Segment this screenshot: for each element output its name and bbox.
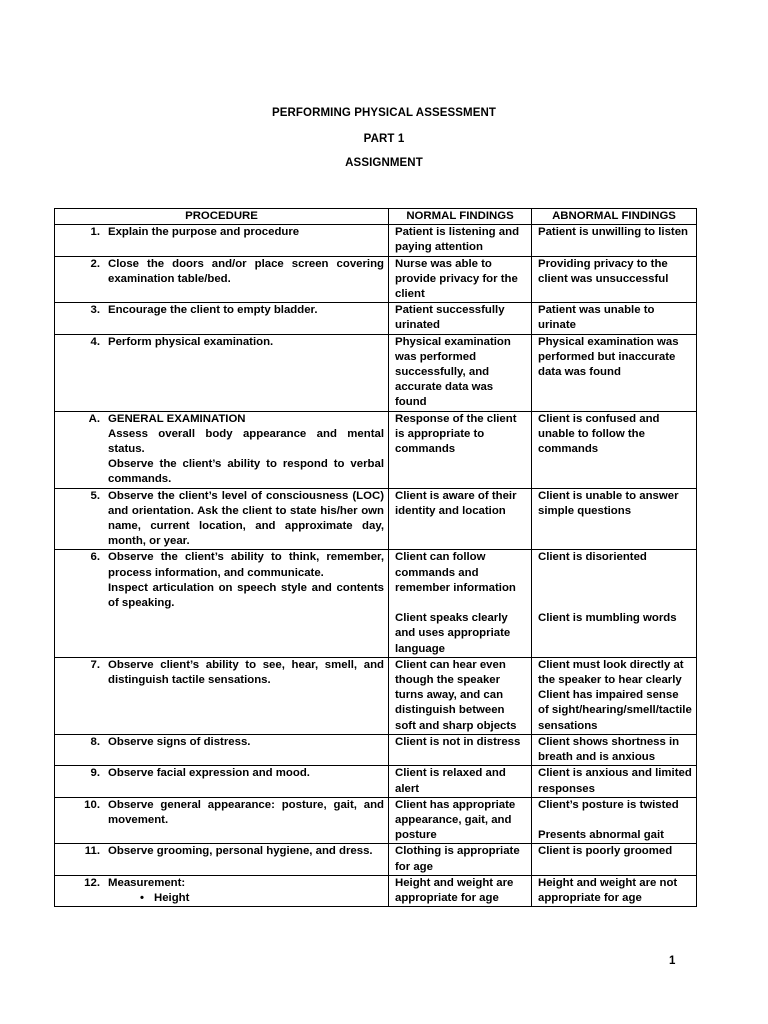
procedure-cell xyxy=(55,734,389,765)
abnormal-finding-text: Client is anxious and limited responses xyxy=(538,767,692,795)
procedure-cell xyxy=(55,334,389,411)
abnormal-finding-cell xyxy=(532,550,697,657)
assessment-table xyxy=(54,208,697,907)
normal-finding-cell xyxy=(389,303,532,334)
step-number: 10. xyxy=(84,798,100,811)
abnormal-finding-cell xyxy=(532,411,697,488)
normal-finding-cell xyxy=(389,256,532,303)
abnormal-finding-text: Height and weight are not appropriate for age xyxy=(538,876,678,904)
header-normal-findings: NORMAL FINDINGS xyxy=(389,209,532,225)
normal-finding-text: Client is aware of their identity and location xyxy=(395,489,517,517)
step-number: 5. xyxy=(90,489,100,502)
header-procedure: PROCEDURE xyxy=(55,209,389,225)
table-row xyxy=(55,734,697,765)
step-number: 11. xyxy=(84,845,100,858)
table-row xyxy=(55,488,697,550)
procedure-cell xyxy=(55,411,389,488)
procedure-text: Observe facial expression and mood. xyxy=(108,767,310,780)
procedure-text: Inspect articulation on speech style and contents of speaking. xyxy=(108,581,384,610)
procedure-text: Close the doors and/or place screen covering examination table/bed. xyxy=(108,257,384,285)
abnormal-finding-cell xyxy=(532,225,697,256)
procedure-text: Observe the client’s ability to think, remember, process information, and communicate. xyxy=(108,551,384,579)
document-subtitle: ASSIGNMENT xyxy=(345,157,423,169)
abnormal-finding-text: Patient is unwilling to listen xyxy=(538,226,688,239)
abnormal-finding-text: Providing privacy to the client was unsuccessful xyxy=(538,257,669,285)
normal-finding-cell xyxy=(389,844,532,875)
procedure-text: Observe grooming, personal hygiene, and dress. xyxy=(108,845,373,858)
header-abnormal-findings: ABNORMAL FINDINGS xyxy=(532,209,697,225)
step-number: 4. xyxy=(90,335,100,348)
normal-finding-cell xyxy=(389,411,532,488)
abnormal-finding-text: Client must look directly at the speaker to hear clearly xyxy=(538,658,684,687)
step-number: 8. xyxy=(90,735,100,748)
bullet-item xyxy=(108,891,384,906)
table-row xyxy=(55,875,697,906)
table-row xyxy=(55,225,697,256)
procedure-cell xyxy=(55,256,389,303)
normal-finding-text: Client speaks clearly and uses appropriate language xyxy=(395,612,511,655)
procedure-cell xyxy=(55,225,389,256)
normal-finding-cell xyxy=(389,334,532,411)
table-row xyxy=(55,303,697,334)
abnormal-finding-text: Presents abnormal gait xyxy=(538,829,664,842)
table-header-row xyxy=(55,209,697,225)
procedure-text: Explain the purpose and procedure xyxy=(108,226,300,239)
abnormal-finding-text: Client is disoriented xyxy=(538,551,647,564)
bullet-icon: • xyxy=(140,891,144,904)
abnormal-finding-text: Client’s posture is twisted xyxy=(538,798,679,811)
procedure-cell xyxy=(55,844,389,875)
table-row xyxy=(55,256,697,303)
abnormal-finding-text: Client is confused and unable to follow the commands xyxy=(538,412,660,456)
procedure-cell xyxy=(55,488,389,550)
normal-finding-cell xyxy=(389,734,532,765)
abnormal-finding-cell xyxy=(532,875,697,906)
procedure-text: Observe signs of distress. xyxy=(108,735,251,748)
procedure-cell xyxy=(55,657,389,734)
normal-finding-cell xyxy=(389,488,532,550)
step-number: A. xyxy=(88,412,100,425)
table-row xyxy=(55,411,697,488)
abnormal-finding-cell xyxy=(532,303,697,334)
table-row xyxy=(55,844,697,875)
procedure-text: Observe client’s ability to see, hear, smell, and distinguish tactile sensations. xyxy=(108,658,384,687)
normal-finding-text: Physical examination was performed successfully, and accurate data was found xyxy=(395,335,511,409)
document-title: PERFORMING PHYSICAL ASSESSMENT xyxy=(271,107,497,119)
step-number: 6. xyxy=(90,551,100,564)
procedure-text: Observe the client’s level of consciousness (LOC) and orientation. Ask the client to state his/her own name, current location, and approximate day, month, or year. xyxy=(108,489,384,548)
normal-finding-text: Client can follow commands and remember information xyxy=(395,551,516,594)
abnormal-finding-text: Client is unable to answer simple questions xyxy=(538,489,679,517)
document-part: PART 1 xyxy=(363,133,405,145)
normal-finding-text: Patient successfully urinated xyxy=(395,304,505,332)
bullet-text: Height xyxy=(154,891,190,904)
normal-finding-text: Nurse was able to provide privacy for the client xyxy=(395,257,518,301)
abnormal-finding-text: Client is poorly groomed xyxy=(538,845,673,858)
abnormal-finding-cell xyxy=(532,488,697,550)
normal-finding-text: Clothing is appropriate for age xyxy=(395,845,520,873)
procedure-text: Observe the client’s ability to respond to verbal commands. xyxy=(108,458,384,486)
normal-finding-cell xyxy=(389,657,532,734)
procedure-text: Observe general appearance: posture, gait, and movement. xyxy=(108,798,384,826)
procedure-text: Measurement: xyxy=(108,876,186,889)
step-number: 2. xyxy=(90,257,100,270)
procedure-heading: GENERAL EXAMINATION xyxy=(108,412,246,425)
abnormal-finding-text: Patient was unable to urinate xyxy=(538,304,655,332)
step-number: 9. xyxy=(90,767,100,780)
procedure-text: Assess overall body appearance and mental status. xyxy=(108,427,384,456)
abnormal-finding-text: Client shows shortness in breath and is anxious xyxy=(538,735,680,764)
normal-finding-cell xyxy=(389,875,532,906)
abnormal-finding-cell xyxy=(532,797,697,844)
abnormal-finding-cell xyxy=(532,734,697,765)
table-row xyxy=(55,334,697,411)
normal-finding-text: Client has appropriate appearance, gait, and posture xyxy=(395,798,516,842)
procedure-cell xyxy=(55,875,389,906)
abnormal-finding-cell xyxy=(532,766,697,797)
abnormal-finding-text: Physical examination was performed but inaccurate data was found xyxy=(538,335,679,379)
step-number: 3. xyxy=(90,304,100,317)
procedure-text: Perform physical examination. xyxy=(108,335,274,348)
abnormal-finding-cell xyxy=(532,844,697,875)
normal-finding-text: Response of the client is appropriate to commands xyxy=(395,412,517,456)
step-number: 7. xyxy=(90,658,100,671)
abnormal-finding-cell xyxy=(532,334,697,411)
step-number: 12. xyxy=(84,876,100,889)
abnormal-finding-text: Client is mumbling words xyxy=(538,612,677,625)
abnormal-finding-text: Client has impaired sense of sight/hearing/smell/tactile sensations xyxy=(538,689,692,732)
normal-finding-cell xyxy=(389,550,532,657)
page-number: 1 xyxy=(669,955,676,967)
procedure-text: Encourage the client to empty bladder. xyxy=(108,304,318,317)
table-row xyxy=(55,797,697,844)
normal-finding-text: Client is not in distress xyxy=(395,735,521,748)
normal-finding-text: Client can hear even though the speaker turns away, and can distinguish between soft and sharp objects xyxy=(395,658,517,732)
normal-finding-cell xyxy=(389,766,532,797)
table-row xyxy=(55,766,697,797)
procedure-cell xyxy=(55,550,389,657)
normal-finding-cell xyxy=(389,225,532,256)
normal-finding-text: Patient is listening and paying attention xyxy=(395,226,520,254)
table-row xyxy=(55,550,697,657)
abnormal-finding-cell xyxy=(532,657,697,734)
table-row xyxy=(55,657,697,734)
normal-finding-text: Client is relaxed and alert xyxy=(395,767,506,795)
normal-finding-text: Height and weight are appropriate for age xyxy=(395,876,514,904)
normal-finding-cell xyxy=(389,797,532,844)
abnormal-finding-cell xyxy=(532,256,697,303)
procedure-cell xyxy=(55,303,389,334)
procedure-cell xyxy=(55,766,389,797)
step-number: 1. xyxy=(90,226,100,239)
procedure-cell xyxy=(55,797,389,844)
